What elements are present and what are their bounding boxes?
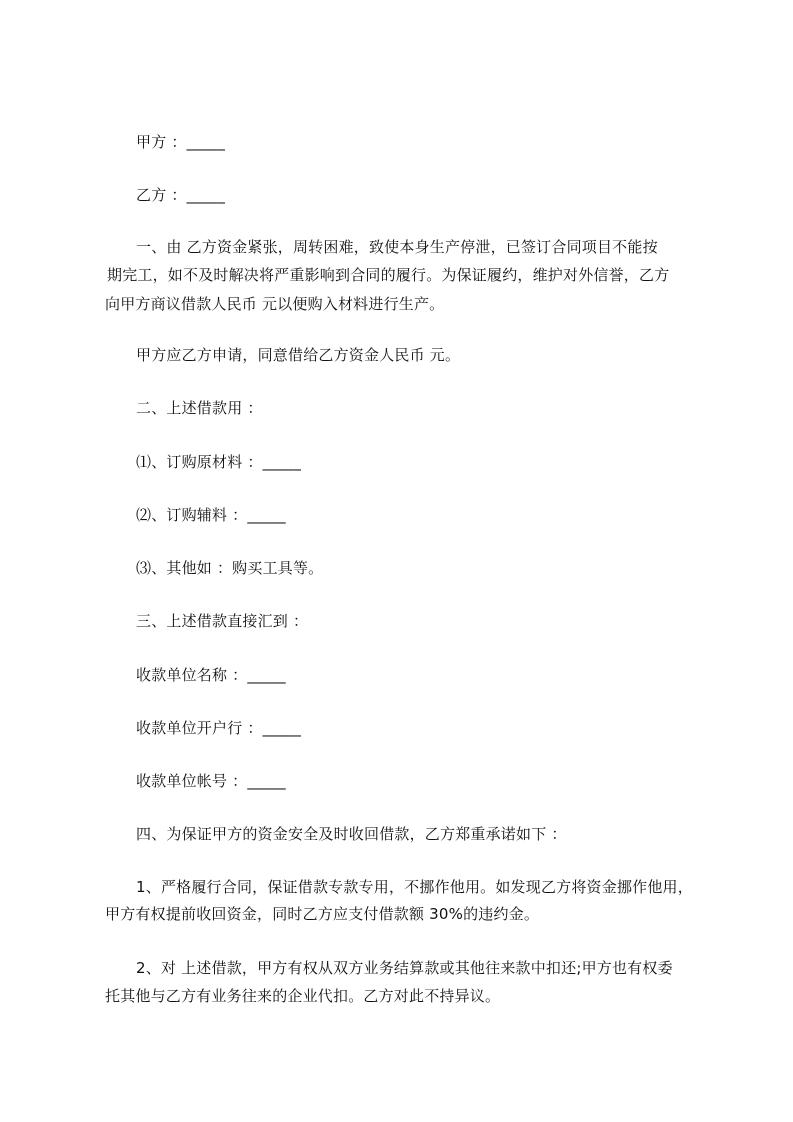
payee-name-line: 收款单位名称 ：_____ [136, 666, 286, 684]
usage-item-2: ⑵、订购辅料 ：_____ [136, 506, 286, 524]
clause4-p1-line1: 1、严格履行合同，保证借款专款专用，不挪作他用。如发现乙方将资金挪作他用， [136, 878, 693, 896]
party-a-line: 甲方 ：_____ [136, 133, 226, 151]
clause4-p2-line1: 2、对 上述借款，甲方有权从双方业务结算款或其他往来款中扣还;甲方也有权委 [136, 959, 673, 977]
usage-item-1: ⑴、订购原材料 ：_____ [136, 453, 302, 471]
clause1-line3: 向甲方商议借款人民币 元以便购入材料进行生产。 [105, 295, 445, 313]
payee-bank-line: 收款单位开户行 ：_____ [136, 719, 302, 737]
clause3-heading: 三、上述借款直接汇到 ： [136, 612, 309, 630]
party-b-line: 乙方 ：_____ [136, 186, 226, 204]
usage-item-3: ⑶、其他如 ：购买工具等。 [136, 559, 324, 577]
clause4-p2-line2: 托其他与乙方有业务往来的企业代扣。乙方对此不持异议。 [105, 987, 501, 1005]
agreement-line: 甲方应乙方申请，同意借给乙方资金人民币 元。 [136, 346, 461, 364]
payee-account-line: 收款单位帐号 ：_____ [136, 772, 286, 790]
clause1-line1: 一、由 乙方资金紧张，周转困难，致使本身生产停泄，已签订合同项目不能按 [136, 238, 658, 256]
clause2-heading: 二、上述借款用 ： [136, 399, 263, 417]
clause1-line2: 期完工，如不及时解决将严重影响到合同的履行。为保证履约，维护对外信誉，乙方 [107, 266, 670, 284]
clause4-p1-line2: 甲方有权提前收回资金，同时乙方应支付借款额 30%的违约金。 [105, 905, 540, 923]
clause4-heading: 四、为保证甲方的资金安全及时收回借款，乙方郑重承诺如下 ： [136, 825, 567, 843]
